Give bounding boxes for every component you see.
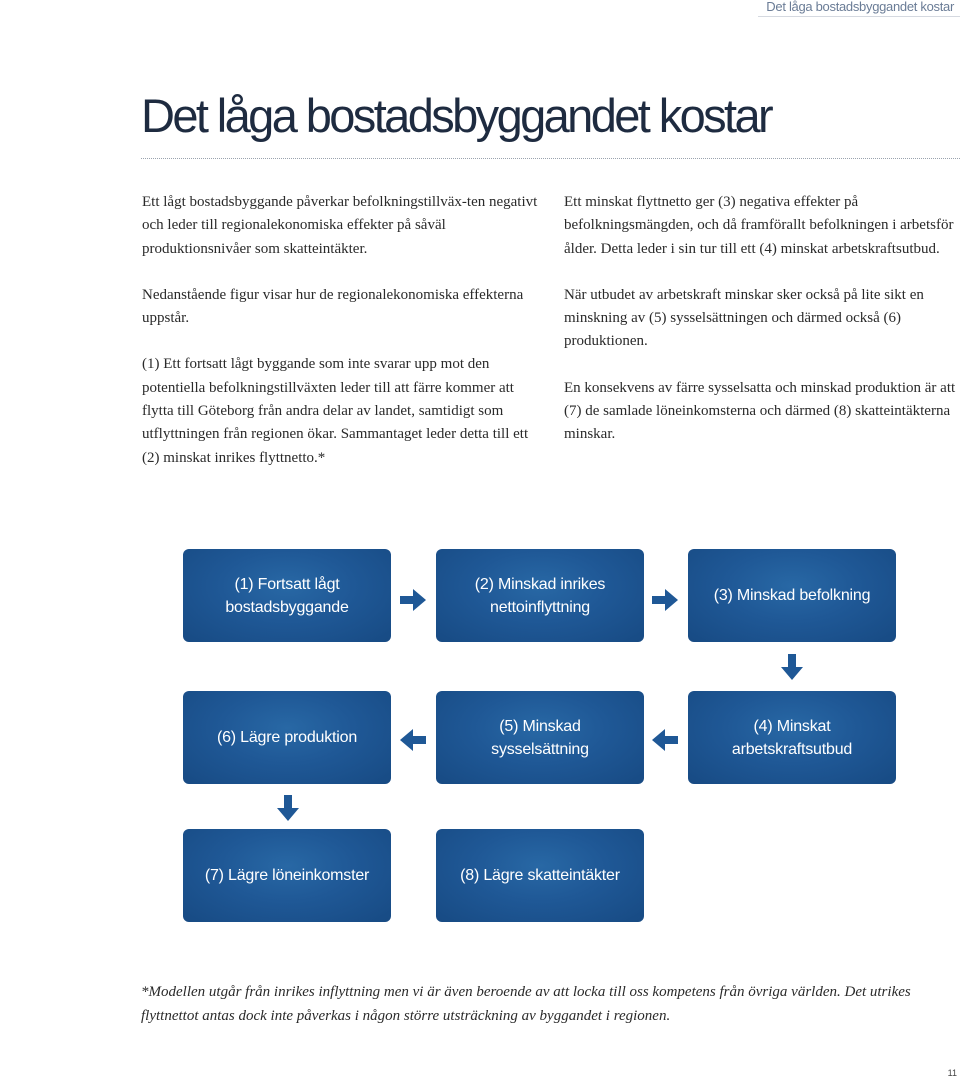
flow-box-5: (5) Minskad sysselsättning xyxy=(436,691,644,784)
footnote: *Modellen utgår från inrikes inflyttning men vi är även beroende av att locka till oss kompetens från övriga världen. Det utrikes flyttnettot antas dock inte påverkas i någon större utsträckning av byggandet i regionen. xyxy=(141,984,911,1024)
arrow-down-icon xyxy=(777,652,807,682)
title-divider xyxy=(141,158,960,159)
figure-intro-paragraph: Nedanstående figur visar hur de regionalekonomiska effekterna uppstår. xyxy=(142,286,524,327)
flow-box-3: (3) Minskad befolkning xyxy=(688,549,896,642)
flow-box-1: (1) Fortsatt lågt bostadsbyggande xyxy=(183,549,391,642)
flow-box-6: (6) Lägre produktion xyxy=(183,691,391,784)
running-header: Det låga bostadsbyggandet kostar xyxy=(758,0,960,17)
intro-paragraph: Ett lågt bostadsbyggande påverkar befolkningstillväx-ten negativt och leder till regionalekonomiska effekter på såväl produktionsnivåer som skatteintäkter. xyxy=(142,194,538,257)
flow-box-7: (7) Lägre löneinkomster xyxy=(183,829,391,922)
step-3-paragraph: Ett minskat flyttnetto ger (3) negativa effekter på befolkningsmängden, och då framförallt befolkningen i arbetsför ålder. Detta leder i sin tur till ett (4) minskat arbetskraftsutbud. xyxy=(564,194,954,257)
arrow-down-icon xyxy=(273,793,303,823)
step-1-paragraph: (1) Ett fortsatt lågt byggande som inte svarar upp mot den potentiella befolkningstillväxten leder till att färre kommer att flytta till Göteborg från andra delar av landet, samtidigt som utflyttningen från regionen ökar. Sammantaget leder detta till ett (2) minskat inrikes flyttnetto.* xyxy=(142,356,529,466)
flow-box-2: (2) Minskad inrikes nettoinflyttning xyxy=(436,549,644,642)
arrow-left-icon xyxy=(398,725,428,755)
page-number: 11 xyxy=(947,1068,957,1078)
right-text-column xyxy=(564,191,960,470)
arrow-right-icon xyxy=(398,585,428,615)
step-5-paragraph: När utbudet av arbetskraft minskar sker också på lite sikt en minskning av (5) sysselsättningen och därmed också (6) produktionen. xyxy=(564,286,924,350)
flow-box-4: (4) Minskat arbetskraftsutbud xyxy=(688,691,896,784)
left-text-column xyxy=(142,191,542,493)
arrow-right-icon xyxy=(650,585,680,615)
flow-box-8: (8) Lägre skatteintäkter xyxy=(436,829,644,922)
page-title: Det låga bostadsbyggandet kostar xyxy=(141,89,772,142)
arrow-left-icon xyxy=(650,725,680,755)
step-7-paragraph: En konsekvens av färre sysselsatta och minskad produktion är att (7) de samlade löneinkomsterna och därmed (8) skatteintäkterna minskar. xyxy=(564,379,956,443)
